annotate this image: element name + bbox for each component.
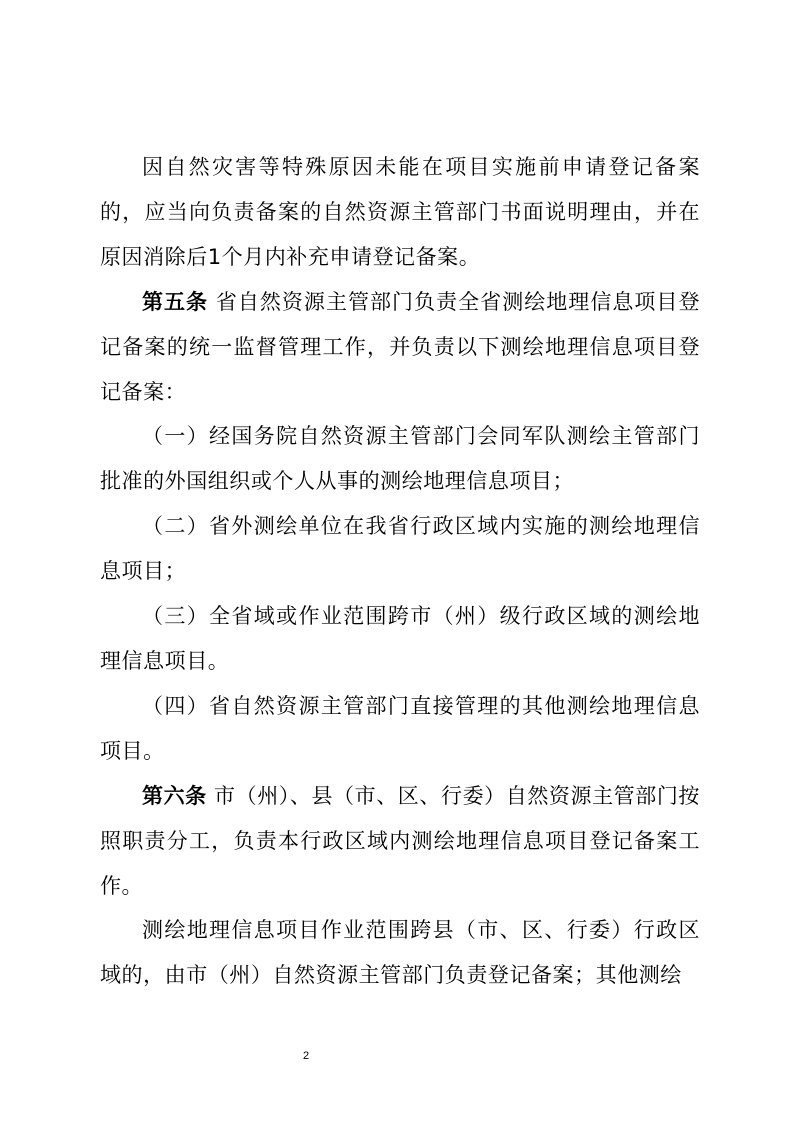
paragraph-7 [100, 774, 700, 909]
paragraph-1 [100, 145, 700, 280]
paragraph-8-text: 测绘地理信息项目作业范围跨县（市、区、行委）行政区域的，由市（州）自然资源主管部门负责登记备案；其他测绘 [100, 918, 700, 988]
paragraph-5-text: （三）全省域或作业范围跨市（州）级行政区域的测绘地理信息项目。 [100, 604, 700, 673]
article-5-heading: 第五条 [142, 289, 209, 314]
paragraph-7-text: 市（州）、县（市、区、行委）自然资源主管部门按照职责分工，负责本行政区域内测绘地理信息项目登记备案工作。 [100, 783, 700, 898]
paragraph-4-text: （二）省外测绘单位在我省行政区域内实施的测绘地理信息项目； [100, 514, 700, 584]
paragraph-1-text: 因自然灾害等特殊原因未能在项目实施前申请登记备案的，应当向负责备案的自然资源主管部门书面说明理由，并在原因消除后1个月内补充申请登记备案。 [100, 155, 700, 269]
document-body [100, 145, 700, 998]
paragraph-6 [100, 684, 700, 774]
paragraph-2 [100, 280, 700, 415]
paragraph-4 [100, 504, 700, 594]
paragraph-3-text: （一）经国务院自然资源主管部门会同军队测绘主管部门批准的外国组织或个人从事的测绘地理信息项目； [100, 424, 700, 494]
paragraph-2-text: 省自然资源主管部门负责全省测绘地理信息项目登记备案的统一监督管理工作，并负责以下测绘地理信息项目登记备案： [100, 289, 700, 404]
paragraph-3 [100, 414, 700, 504]
paragraph-8 [100, 908, 700, 998]
paragraph-5 [100, 594, 700, 684]
page-number: 2 [302, 1050, 310, 1062]
article-6-heading: 第六条 [142, 783, 207, 808]
paragraph-6-text: （四）省自然资源主管部门直接管理的其他测绘地理信息项目。 [100, 693, 700, 763]
